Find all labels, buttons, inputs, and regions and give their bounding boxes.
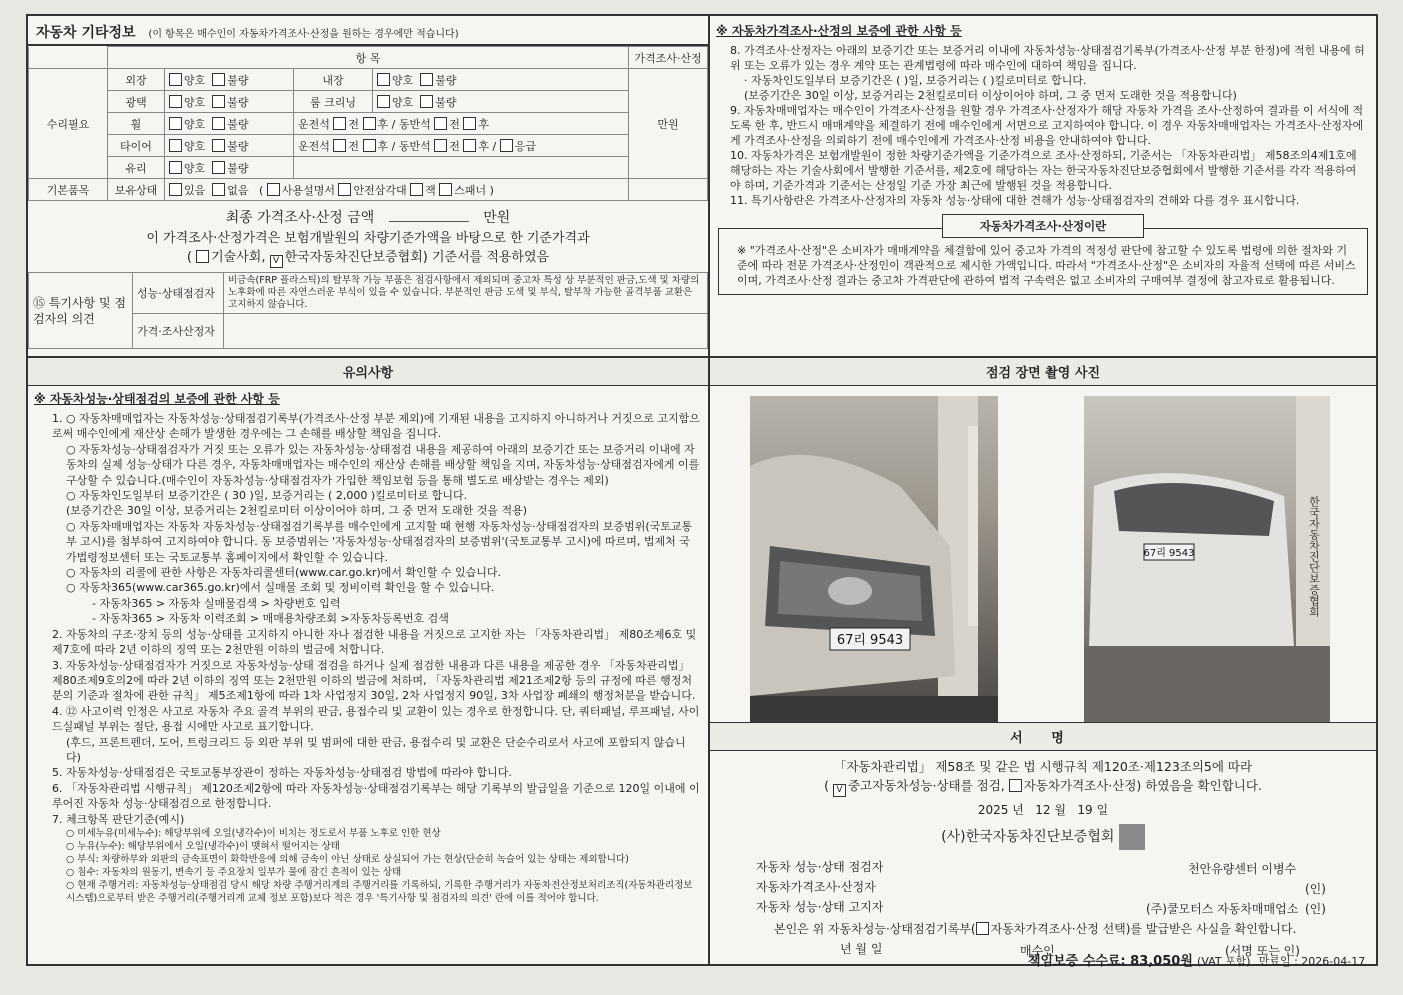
notice-line: 2. 자동차의 구조·장치 등의 성능·상태를 고지하지 아니한 자나 점검한 내용을 거짓으로 고지한 자는 「자동차관리법」 제80조제6호 및 제7호에 따라 2년 이하의 징역 또는 2천만원 이하의 벌금에 처합니다. [52,627,697,657]
guarantee-period: · 자동차인도일부터 보증기간은 ( )일, 보증거리는 ( )킬로미터로 합니다. [744,74,1087,87]
item-gloss: 광택 [108,91,165,113]
notice-line: - 자동차365 > 자동차 실매물검색 > 차량번호 입력 [92,596,341,610]
checkbox[interactable] [212,161,225,174]
signature-statement [710,751,1376,850]
expiry-text: 만료일 : 2026-04-17 [1258,955,1366,968]
good-label: 양호 [392,95,414,109]
notice-line: 1. ○ 자동차매매업자는 자동차성능·상태점검기록부(가격조사·산정 부분 제외)에 기재된 내용을 고지하지 아니하거나 거짓으로 고지함으로써 매수인에게 재산상 손해가 발생한 경우에는 그 손해를 배상할 책임을 집니다. [52,412,700,441]
checkbox[interactable] [169,161,182,174]
checkbox[interactable] [267,183,280,196]
price-guarantee-title: ※ 자동차가격조사·산정의 보증에 관한 사항 등 [716,24,962,38]
notifier-value: (주)쿨모터스 자동차매매업소 [1146,902,1299,916]
notice-line: (보증기간은 30일 이상, 보증거리는 2천킬로미터 이상이어야 하며, 그 중 먼저 도래한 것을 적용) [66,504,528,518]
final-price-label: 최종 가격조사·산정 금액 [225,210,375,226]
basic-items-label: 기본품목 [29,179,108,201]
definition-title: 자동차가격조사·산정이란 [942,214,1144,238]
checkbox[interactable] [212,73,225,86]
sign-year: 2025 년 [977,803,1024,817]
item-interior: 내장 [294,69,373,91]
notice-section [28,356,710,964]
col-item-header: 항 목 [108,47,629,69]
sign-month: 12 월 [1035,803,1066,817]
bad-label: 불량 [227,95,249,109]
etc-info-heading: 자동차 기타정보 [36,25,136,41]
checkbox[interactable] [169,183,182,196]
basis-opt1: 기술사회, [211,250,266,265]
guarantee-item-10: 10. 자동차가격은 보험개발원이 정한 차량기준가액을 기준가격으로 조사·산정하되, 기준서는 「자동차관리법」 제58조의4제1호에 해당하는 자는 기술사회에서 발행한 기준서를, 제2호에 해당하는 자는 한국자동차진단보증협회에서 발행한 기준서를 각각 적용하여야 하며, 기준가격과 기준서는 산정일 기준 가장 최근에 발행된 것을 적용합니다. [730,149,1357,192]
good-label: 양호 [184,117,206,131]
definition-text: ※ "가격조사·산정"은 소비자가 매매계약을 체결함에 있어 중고차 가격의 적정성 판단에 참고할 수 있도록 법령에 의한 절차와 기준에 따라 전문 가격조사·산정인이 객관적으로 제시한 가액입니다. 따라서 "가격조사·산정"은 소비자의 자율적 선택에 따른 서비스이며, 가격조사·산정 결과는 중고차 가격판단에 관하여 법적 구속력은 없고 소비자의 구매여부 결정에 참고자료로 활용됩니다. [718,228,1368,295]
good-label: 양호 [392,73,414,87]
checkbox[interactable] [333,117,346,130]
item-tire: 타이어 [108,135,165,157]
notice-line: ○ 누유(누수): 해당부위에서 오일(냉각수)이 맺혀서 떨어지는 상태 [66,840,340,852]
col-price-header: 가격조사·산정 [629,47,708,69]
bad-label: 불량 [435,95,457,109]
bad-label: 불량 [227,73,249,87]
notice-line: 5. 자동차성능·상태점검은 국토교통부장관이 정하는 자동차성능·상태점검 방법에 따라야 합니다. [52,766,512,780]
price-inspector-seal: (인) [1305,882,1326,896]
front-car-photo [750,396,998,722]
item-room-cleaning: 룸 크리닝 [294,91,373,113]
rear-car-illustration [1084,396,1330,722]
notice-line: ○ 미세누유(미세누수): 해당부위에 오일(냉각수)이 비치는 정도로서 부품 노후로 인한 현상 [66,827,441,839]
good-label: 양호 [184,139,206,153]
yes-label: 있음 [184,183,206,197]
good-label: 양호 [184,161,206,175]
notifier-label: 자동차 성능·상태 고지자 [756,900,884,914]
checkbox[interactable] [420,73,433,86]
basis-line1: 이 가격조사·산정가격은 보험개발원의 차량기준가액을 바탕으로 한 기준가격과 [146,231,590,246]
manual-label: 사용설명서 [281,183,335,197]
triangle-label: 안전삼각대 [353,183,407,197]
checkbox[interactable] [169,95,182,108]
notice-line: (후드, 프론트펜더, 도어, 트렁크리드 등 외판 부위 및 범퍼에 대한 판금, 용접수리 및 교환은 단순수리로서 사고에 포함되지 않습니다) [66,735,686,764]
checkbox[interactable] [420,95,433,108]
item-wheel: 휠 [108,113,165,135]
notice-line: - 자동차365 > 자동차 이력조회 > 매매용차량조회 >자동차등록번호 검색 [92,612,449,626]
spanner-label: 스패너 [454,183,487,197]
checkbox[interactable] [377,95,390,108]
signature-band: 서 명 [710,722,1376,751]
special-text: 비금속(FRP 플라스틱)의 탈부착 가능 부품은 점검사항에서 제외되며 중고차 특성 상 부분적인 판금,도색 및 차량의 노후화에 따른 자연스러운 부식이 있을 수 있습니다. 부분적인 판금 도색 및 부식, 탈부착 가능한 골격부품 교환은 고지하지 않습니다. [224,273,708,314]
basis-opt2: 한국자동차진단보증협회) 기준서를 적용하였음 [284,250,550,265]
driver-side-label: 운전석 [298,117,330,131]
notice-line: ○ 현재 주행거리: 자동차성능·상태점검 당시 해당 차량 주행거리계의 주행거리를 기록하되, 기록한 주행거리가 자동차전산정보처리조직(자동차관리정보시스템)으로부터 받은 주행거리(주행거리계 교체 정보 포함)보다 적은 경우 '특기사항 및 점검자의 의견' 란에 이를 적어야 합니다. [66,879,693,904]
bad-label: 불량 [227,161,249,175]
front-label: 전 [449,139,460,153]
front-plate-text: 67리 9543 [836,633,904,648]
passenger-side-label: / 동반석 [391,117,431,131]
signature-line2: ( V 중고자동차성능·상태를 점검, 자동차가격조사·산정) 하였음을 확인합니다. [824,778,1262,795]
buyer-sign: (서명 또는 인) [1225,944,1300,958]
etc-info-note: (이 항목은 매수인이 자동차가격조사·산정을 원하는 경우에만 적습니다) [148,29,459,40]
checkbox[interactable] [169,139,182,152]
photo-signature-section [710,356,1376,969]
vat-text: (VAT 포함) [1197,955,1251,968]
rear-label: 후 [478,117,490,131]
signature-org: (사)한국자동차진단보증협회 [941,829,1115,845]
inspector-value: 천안유량센터 이병수 [1188,862,1297,876]
notice-line: ○ 침수: 자동차의 원동기, 변속기 등 주요장치 일부가 물에 잠긴 흔적이 있는 상태 [66,866,402,878]
signature-line1: 「자동차관리법」 제58조 및 같은 법 시행규칙 제120조·제123조의5에 따라 [833,759,1253,774]
checkbox-checked[interactable]: V [270,255,283,268]
special-table [28,272,708,349]
etc-info-title [28,16,708,46]
price-guarantee-list [710,43,1376,208]
checkbox[interactable] [377,73,390,86]
front-label: 전 [348,139,360,153]
good-label: 양호 [184,95,206,109]
front-car-illustration [750,396,998,722]
notice-list [28,411,708,905]
notice-line: ○ 자동차인도일부터 보증기간은 ( 30 )일, 보증거리는 ( 2,000 )킬로미터로 합니다. [66,489,468,503]
notice-line: 3. 자동차성능·상태점검자가 거짓으로 자동차성능·상태 점검을 하거나 실제 점검한 내용과 다른 내용을 제공한 경우 「자동차관리법」 제80조제9호의2에 따라 2년 이하의 징역 또는 2천만원 이하의 벌금에 처하며, 「자동차관리법 제21조제2항 등의 규정에 따른 행정처분의 기준과 절차에 관한 규칙」 제5조제1항에 따라 1차 사업정지 30일, 2차 사업정지 90일, 3차 사업장 폐쇄의 행정처분을 받습니다. [52,658,696,703]
emergency-label: 응급 [514,139,537,153]
notice-line: ○ 부식: 차량하부와 외판의 금속표면이 화학반응에 의해 금속이 아닌 상태로 상실되어 가는 현상(단순히 녹슬어 있는 상태는 제외합니다) [66,853,629,865]
bad-label: 불량 [435,73,457,87]
item-exterior: 외장 [108,69,165,91]
etc-info-section [28,16,710,356]
checkbox[interactable] [212,117,225,130]
notice-line: ○ 자동차365(www.car365.go.kr)에서 실매물 조회 및 정비이력 확인을 할 수 있습니다. [66,581,495,595]
pillar-sign-text: 한국자동차진단보증협회 [1307,496,1321,617]
rear-label: 후 [377,117,389,131]
notice-line: ○ 자동차의 리콜에 관한 사항은 자동차리콜센터(www.car.go.kr)에서 확인할 수 있습니다. [66,566,501,580]
item-possession: 보유상태 [108,179,165,201]
final-price-blank[interactable] [389,221,469,222]
checkbox[interactable] [976,922,989,935]
buyer-label: 매수인 [1020,944,1055,958]
guarantee-item-11: 11. 특기사항란은 가격조사·산정자의 자동차 성능·상태에 대한 견해가 성능·상태점검자의 견해와 다를 경우 표시합니다. [730,194,1300,207]
jack-label: 잭 [425,183,436,197]
driver-side-label: 운전석 [298,139,330,153]
checkbox-checked[interactable]: V [833,784,846,797]
checkbox[interactable] [169,73,182,86]
confirm-date: 년 월 일 [840,942,883,956]
checkbox[interactable] [363,139,376,152]
photo-band: 점검 장면 촬영 사진 [710,358,1376,386]
signature-date [710,801,1376,820]
signature-opt1: 중고자동차성능·상태를 점검, [847,778,1005,793]
item-glass: 유리 [108,157,165,179]
passenger-side-label: / 동반석 [391,139,431,153]
checkbox[interactable] [500,139,513,152]
checkbox[interactable] [1009,779,1022,792]
checkbox[interactable] [463,139,476,152]
checkbox[interactable] [434,117,447,130]
notice-line: 6. 「자동차관리법 시행규칙」 제120조제2항에 따라 자동차성능·상태점검기록부는 해당 기록부의 발급일을 기준으로 120일 이내에 이루어진 자동차 성능·상태점검으로 한정합니다. [52,781,700,811]
inspector-label: 자동차 성능·상태 점검자 [756,860,884,874]
price-guarantee-section [710,16,1376,356]
basis-text [28,229,708,268]
notice-title: ※ 자동차성능·상태점검의 보증에 관한 사항 등 [34,392,280,406]
notifier-seal: (인) [1305,902,1326,916]
final-price-unit: 만원 [483,210,511,226]
signature-org-row [710,824,1376,850]
special-label: ⑮ 특기사항 및 점검자의 의견 [29,273,133,349]
checkbox[interactable] [410,183,423,196]
checkbox[interactable] [196,250,209,263]
rear-car-photo [1084,396,1330,722]
notice-line: 4. ⑫ 사고이력 인정은 사고로 자동차 주요 골격 부위의 판금, 용접수리 및 교환이 있는 경우로 한정합니다. 단, 쿼터패널, 루프패널, 사이드실패널 부위는 절단, 용접 시에만 사고로 표기합니다. [52,704,700,734]
checkbox[interactable] [463,117,476,130]
fee-text: 책임보증 수수료: 83,050원 [1028,954,1193,969]
guarantee-item-8: 8. 가격조사·산정자는 아래의 보증기간 또는 보증거리 이내에 자동차성능·상태점검기록부(가격조사·산정 부분 한정)에 적힌 내용에 허위 또는 오류가 있는 경우 계약 또는 관계법령에 따라 매수인에 대하여 책임을 집니다. [730,44,1365,72]
special-price-label: 가격·조사산정자 [133,314,224,349]
checkbox[interactable] [338,183,351,196]
sign-day: 19 일 [1077,803,1109,817]
notice-line: ○ 자동차성능·상태점검자가 거짓 또는 오류가 있는 자동차성능·상태점검 내용을 제공하여 아래의 보증기간 또는 보증거리 이내에 자동차의 실제 성능·상태가 다른 경우, 자동차매매업자는 매수인의 재산상 손해를 배상할 책임을 지며, 자동차성능·상태점검자에게 이를 구상할 수 있습니다.(매수인이 자동차성능·상태점검자가 가입한 책임보험 등을 통해 별도로 배상받는 경우는 제외) [66,442,700,487]
front-label: 전 [348,117,360,131]
final-price-row [28,201,708,229]
good-label: 양호 [184,73,206,87]
photo-area [710,386,1376,722]
checkbox[interactable] [212,95,225,108]
rear-plate-text: 67리 9543 [1143,548,1195,559]
notice-line: 7. 체크항목 판단기준(예시) [52,812,185,826]
confirm-row [774,920,1296,937]
bad-label: 불량 [227,139,249,153]
front-label: 전 [449,117,460,131]
confirm-post: 자동차가격조사·산정 선택)를 발급받은 사실을 확인합니다. [990,922,1297,936]
no-label: 없음 [227,183,249,197]
rear-label: 후 [377,139,389,153]
checkbox[interactable] [212,139,225,152]
checkbox[interactable] [363,117,376,130]
org-seal-icon [1119,824,1145,850]
signature-opt2: 자동차가격조사·산정) 하였음을 확인합니다. [1023,778,1262,793]
notice-line: ○ 자동차매매업자는 자동차 자동차성능·상태점검기록부를 매수인에게 고지할 때 현행 자동차성능·상태점검자의 보증범위(국토교통부 고시)를 첨부하여 고지하여야 합니다. 동 보증범위는 '자동차성능·상태점검자의 보증범위'(국토교통부 고시)에 따르며, 법제처 국가법령정보센터 또는 국토교통부 홈페이지에서 확인할 수 있습니다. [66,519,693,564]
confirm-pre: 본인은 위 자동차성능·상태점검기록부( [774,922,976,936]
inspection-record-sheet [26,14,1378,969]
checkbox[interactable] [439,183,452,196]
rear-label: 후 [478,139,490,153]
special-inspector-label: 성능·상태점검자 [133,273,224,314]
guarantee-period-note: (보증기간은 30일 이상, 보증거리는 2천킬로미터 이상이어야 하며, 그 중 먼저 도래한 것을 적용합니다) [744,89,1237,102]
basis-line2: ( 기술사회, V 한국자동차진단보증협회) 기준서를 적용하였음 [186,250,550,266]
checkbox[interactable] [434,139,447,152]
price-inspector-label: 자동차가격조사·산정자 [756,880,876,894]
repair-label: 수리필요 [29,69,108,179]
guarantee-item-9: 9. 자동차매매업자는 매수인이 가격조사·산정을 원할 경우 가격조사·산정자가 해당 자동차 가격을 조사·산정하여 결과를 이 서식에 적도록 한 후, 반드시 매매계약을 체결하기 전에 매수인에게 서면으로 고지하여야 합니다. 이 경우 자동차매매업자는 가격조사·산정자에게 가격조사·산정을 의뢰하기 전에 매수인에게 가격조사·산정 비용을 안내하여야 합니다. [730,104,1364,147]
bad-label: 불량 [227,117,249,131]
etc-info-table: 항 목 가격조사·산정 수리필요 외장 양호 불량 내장 양호 불량 만원 광택 양호 불량 룸 크리닝 양호 불량 휠 양호 불량 운전석 전 후 / 동반석 전 후 타이어 양호 불량 운전석 전 후 / 동반석 전 후 / 응급 유리 양호 불량 기본품목 보유상태 있음 없음 ( 사용설명서 안전삼각대 잭 스패너 ) [28,46,708,201]
checkbox[interactable] [333,139,346,152]
price-unit: 만원 [629,69,708,179]
notice-band: 유의사항 [28,358,708,386]
fee-row [1028,950,1365,969]
checkbox[interactable] [212,183,225,196]
checkbox[interactable] [169,117,182,130]
